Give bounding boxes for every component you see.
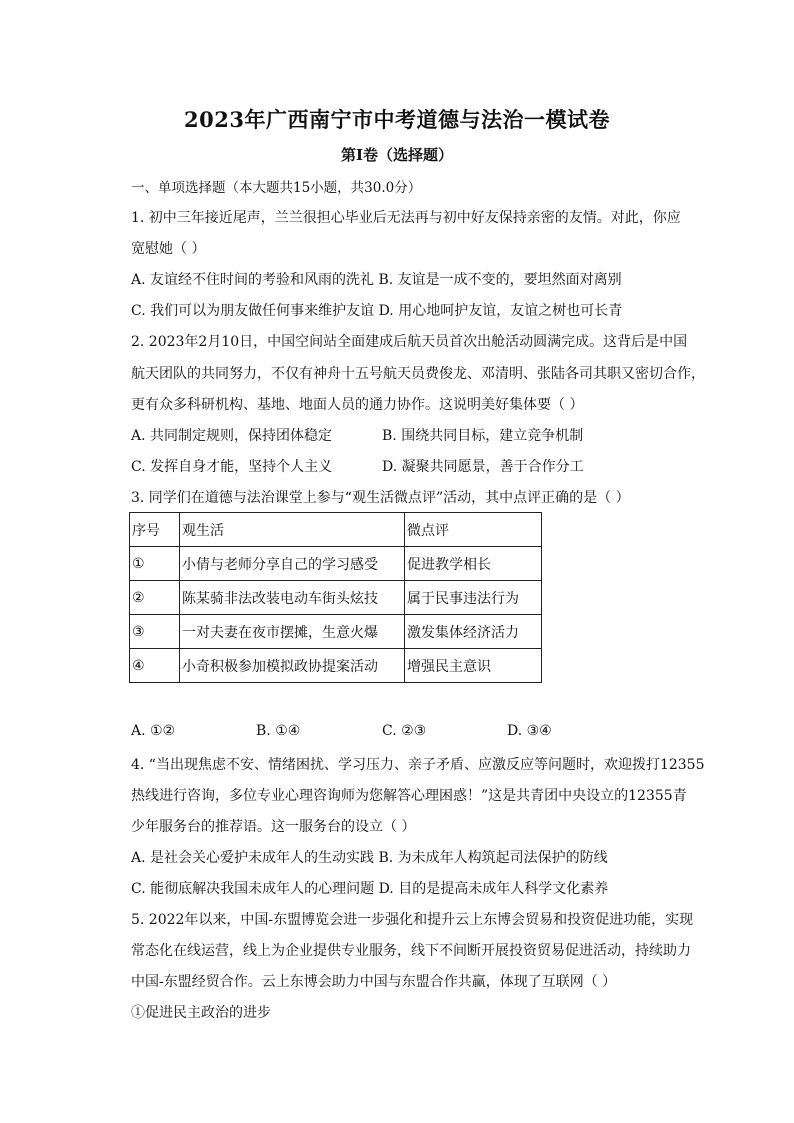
table-cell: ④ <box>130 649 180 683</box>
table-cell: 陈某骑非法改装电动车街头炫技 <box>180 581 405 615</box>
q3-stem-line1: 3. 同学们在道德与法治课堂上参与“观生活微点评”活动，其中点评正确的是（ ） <box>131 490 630 506</box>
table-cell: ③ <box>130 615 180 649</box>
q2-stem-line1: 2. 2023年2月10日，中国空间站全面建成后航天员首次出舱活动圆满完成。这背后是中国 <box>131 334 688 350</box>
q1-option-c[interactable]: C. 我们可以为朋友做任何事来维护友谊 <box>131 303 375 319</box>
q3-table <box>129 512 542 683</box>
q2-stem-line2: 航天团队的共同努力，不仅有神舟十五号航天员费俊龙、邓清明、张陆各司其职又密切合作， <box>131 366 705 382</box>
exam-title: 2023年广西南宁市中考道德与法治一模试卷 <box>184 107 610 132</box>
q3-option-b[interactable]: B. ①④ <box>256 723 301 739</box>
table-cell: 增强民主意识 <box>405 649 542 683</box>
table-row <box>130 581 542 615</box>
table-header-row <box>130 513 542 547</box>
q4-stem-line1: 4. “当出现焦虑不安、情绪困扰、学习压力、亲子矛盾、应激反应等问题时，欢迎拨打12355 <box>131 757 705 773</box>
q5-item-1: ①促进民主政治的进步 <box>131 1005 271 1021</box>
table-cell: 小倩与老师分享自己的学习感受 <box>180 547 405 581</box>
q1-options-row2 <box>131 301 622 321</box>
q2-option-d[interactable]: D. 凝聚共同愿景，善于合作分工 <box>382 459 584 475</box>
q2-option-a[interactable]: A. 共同制定规则，保持团体稳定 <box>131 428 333 444</box>
q4-option-b[interactable]: B. 为未成年人构筑起司法保护的防线 <box>378 850 608 866</box>
table-cell: 小奇积极参加模拟政协提案活动 <box>180 649 405 683</box>
q3-option-a[interactable]: A. ①② <box>131 723 176 739</box>
q4-stem-line2: 热线进行咨询，多位专业心理咨询师为您解答心理困惑！”这是共青团中央设立的12355青 <box>131 788 687 804</box>
q2-option-b[interactable]: B. 围绕共同目标，建立竞争机制 <box>382 428 584 444</box>
q1-option-d[interactable]: D. 用心地呵护友谊，友谊之树也可长青 <box>378 303 623 319</box>
q2-option-c[interactable]: C. 发挥自身才能，坚持个人主义 <box>131 459 333 475</box>
table-row <box>130 615 542 649</box>
q2-stem-line3: 更有众多科研机构、基地、地面人员的通力协作。这说明美好集体要（ ） <box>131 397 584 413</box>
q4-option-a[interactable]: A. 是社会关心爱护未成年人的生动实践 <box>131 850 375 866</box>
q3-option-d[interactable]: D. ③④ <box>507 723 552 739</box>
q1-stem-line2: 宽慰她（ ） <box>131 241 206 257</box>
q1-option-a[interactable]: A. 友谊经不住时间的考验和风雨的洗礼 <box>131 272 375 288</box>
table-cell: 促进教学相长 <box>405 547 542 581</box>
table-header-cell: 序号 <box>130 513 180 547</box>
q4-stem-line3: 少年服务台的推荐语。这一服务台的设立（ ） <box>131 819 416 835</box>
table-cell: 一对夫妻在夜市摆摊，生意火爆 <box>180 615 405 649</box>
table-cell: 属于民事违法行为 <box>405 581 542 615</box>
q1-options-row1 <box>131 270 622 290</box>
table-cell: ② <box>130 581 180 615</box>
q1-stem-line1: 1. 初中三年接近尾声，兰兰很担心毕业后无法再与初中好友保持亲密的友情。对此，你应 <box>131 210 681 226</box>
table-cell: ① <box>130 547 180 581</box>
q4-option-d[interactable]: D. 目的是提高未成年人科学文化素养 <box>378 881 609 897</box>
q5-stem-line2: 常态化在线运营，线上为企业提供专业服务，线下不间断开展投资贸易促进活动，持续助力 <box>131 943 691 959</box>
volume-subtitle: 第I卷（选择题） <box>340 146 454 164</box>
q4-options-row1 <box>131 848 608 868</box>
q5-stem-line3: 中国-东盟经贸合作。云上东博会助力中国与东盟合作共赢，体现了互联网（ ） <box>131 974 617 990</box>
table-row <box>130 649 542 683</box>
table-row <box>130 547 542 581</box>
section-heading: 一、单项选择题（本大题共15小题，共30.0分） <box>131 180 422 196</box>
table-header-cell: 微点评 <box>405 513 542 547</box>
q5-stem-line1: 5. 2022年以来，中国-东盟博览会进一步强化和提升云上东博会贸易和投资促进功能，实现 <box>131 912 694 928</box>
q1-option-b[interactable]: B. 友谊是一成不变的，要坦然面对离别 <box>378 272 622 288</box>
q3-option-c[interactable]: C. ②③ <box>382 723 427 739</box>
q4-option-c[interactable]: C. 能彻底解决我国未成年人的心理问题 <box>131 881 375 897</box>
table-cell: 激发集体经济活力 <box>405 615 542 649</box>
table-header-cell: 观生活 <box>180 513 405 547</box>
q4-options-row2 <box>131 879 608 899</box>
